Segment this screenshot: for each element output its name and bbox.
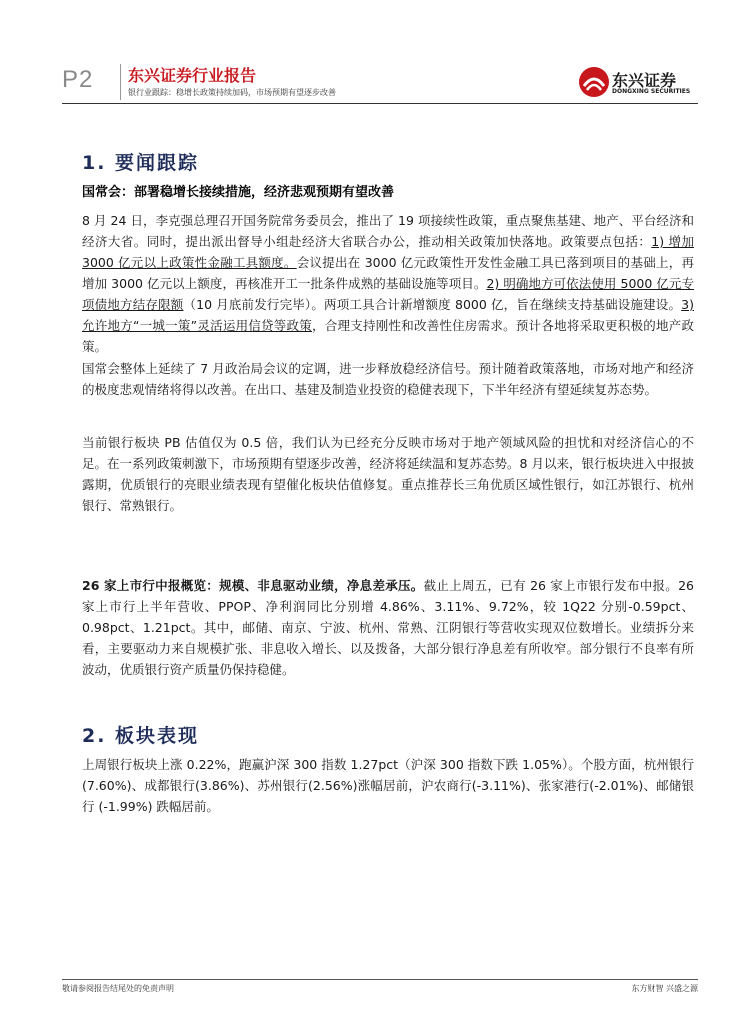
section-heading-news: 1. 要闻跟踪 [82,152,200,174]
paragraph-valuation: 当前银行板块 PB 估值仅为 0.5 倍，我们认为已经充分反映市场对于地产领域风险的担忧和对经济信心的不足。在一系列政策刺激下，市场预期有望逐步改善，经济将延续温和复苏态势。8 月以来，银行板块进入中报披露期，优质银行的亮眼业绩表现有望催化板块估值修复。重点推荐长三角优质区域性银行，如江苏银行、杭州银行、常熟银行。 [82,435,694,513]
policy-item-3-text: ，合理支持刚性和改善性住房需求。预计各地将采取更积极的地产政策。 [82,318,694,354]
footer-disclaimer: 敬请参阅报告结尾处的免责声明 [62,984,174,993]
paragraph-performance: 上周银行板块上涨 0.22%，跑赢沪深 300 指数 1.27pct（沪深 300 指数下跌 1.05%）。个股方面，杭州银行(7.60%)、成都银行(3.86%)、苏州银行(2.56%)涨幅居前，沪农商行(-3.11%)、张家港行(-2.01%)、邮储银行 (-1.99%) 跌幅居前。 [82,757,694,814]
footer-rule [62,979,698,980]
report-subtitle: 银行业跟踪：稳增长政策持续加码，市场预期有望逐步改善 [128,88,336,97]
policy-item-2-label: 2) 明确地方可依法使用 5000 亿元专项债地方结存限额 [82,276,695,312]
header-divider [120,64,121,100]
news-title: 国常会：部署稳增长接续措施，经济悲观预期有望改善 [82,185,395,200]
paragraph-outlook: 国常会整体上延续了 7 月政治局会议的定调，进一步释放稳经济信号。预计随着政策落地，市场对地产和经济的极度悲观情绪将得以改善。在出口、基建及制造业投资的稳健表现下，下半年经济有望延续复苏态势。 [82,361,694,397]
policy-item-1-label: 1) 增加 3000 亿元以上政策性金融工具额度。 [82,234,694,270]
interim-results-text: 截止上周五，已有 26 家上市银行发布中报。26 家上市行上半年营收、PPOP、净利润同比分别增 4.86%、3.11%、9.72%，较 1Q22 分别-0.59pct、0.98pct、1.21pct。其中，邮储、南京、宁波、杭州、常熟、江阴银行等营收实现双位数增长。业绩拆分来看，主要驱动力来自规模扩张、非息收入增长、以及拨备，大部分银行净息差有所收窄。部分银行不良率有所波动，优质银行资产质量仍保持稳健。 [82,578,694,677]
policy-item-2-text: （10 月底前发行完毕）。两项工具合计新增额度 8000 亿，旨在继续支持基础设施建设。 [183,297,682,312]
logo-name: 东兴证券 [612,71,677,90]
report-title: 东兴证券行业报告 [128,66,257,85]
policy-item-1-text: 会议提出在 3000 亿元政策性开发性金融工具已落到项目的基础上，再增加 3000 亿元以上额度，再核准开工一批条件成熟的基础设施等项目。 [82,255,694,291]
section-heading-performance: 2. 板块表现 [82,725,200,747]
company-logo [578,66,698,100]
policy-intro: 8 月 24 日，李克强总理召开国务院常务委员会，推出了 19 项接续性政策，重点聚焦基建、地产、平台经济和经济大省。同时，提出派出督导小组赴经济大省联合办公，推动相关政策加快落地。政策要点包括： [82,213,694,249]
footer-slogan: 东方财智 兴盛之源 [631,984,698,993]
header-rule [62,103,698,104]
paragraph-policy [82,210,694,357]
page-number: P2 [62,66,94,93]
logo-english-name: DONGXING SECURITIES [612,88,691,95]
policy-item-3-label: 3) 允许地方“一城一策”灵活运用信贷等政策 [82,297,694,333]
interim-results-title: 26 家上市行中报概览：规模、非息驱动业绩，净息差承压。 [82,578,424,593]
logo-mark-icon [578,66,610,98]
paragraph-interim-results [82,575,694,680]
